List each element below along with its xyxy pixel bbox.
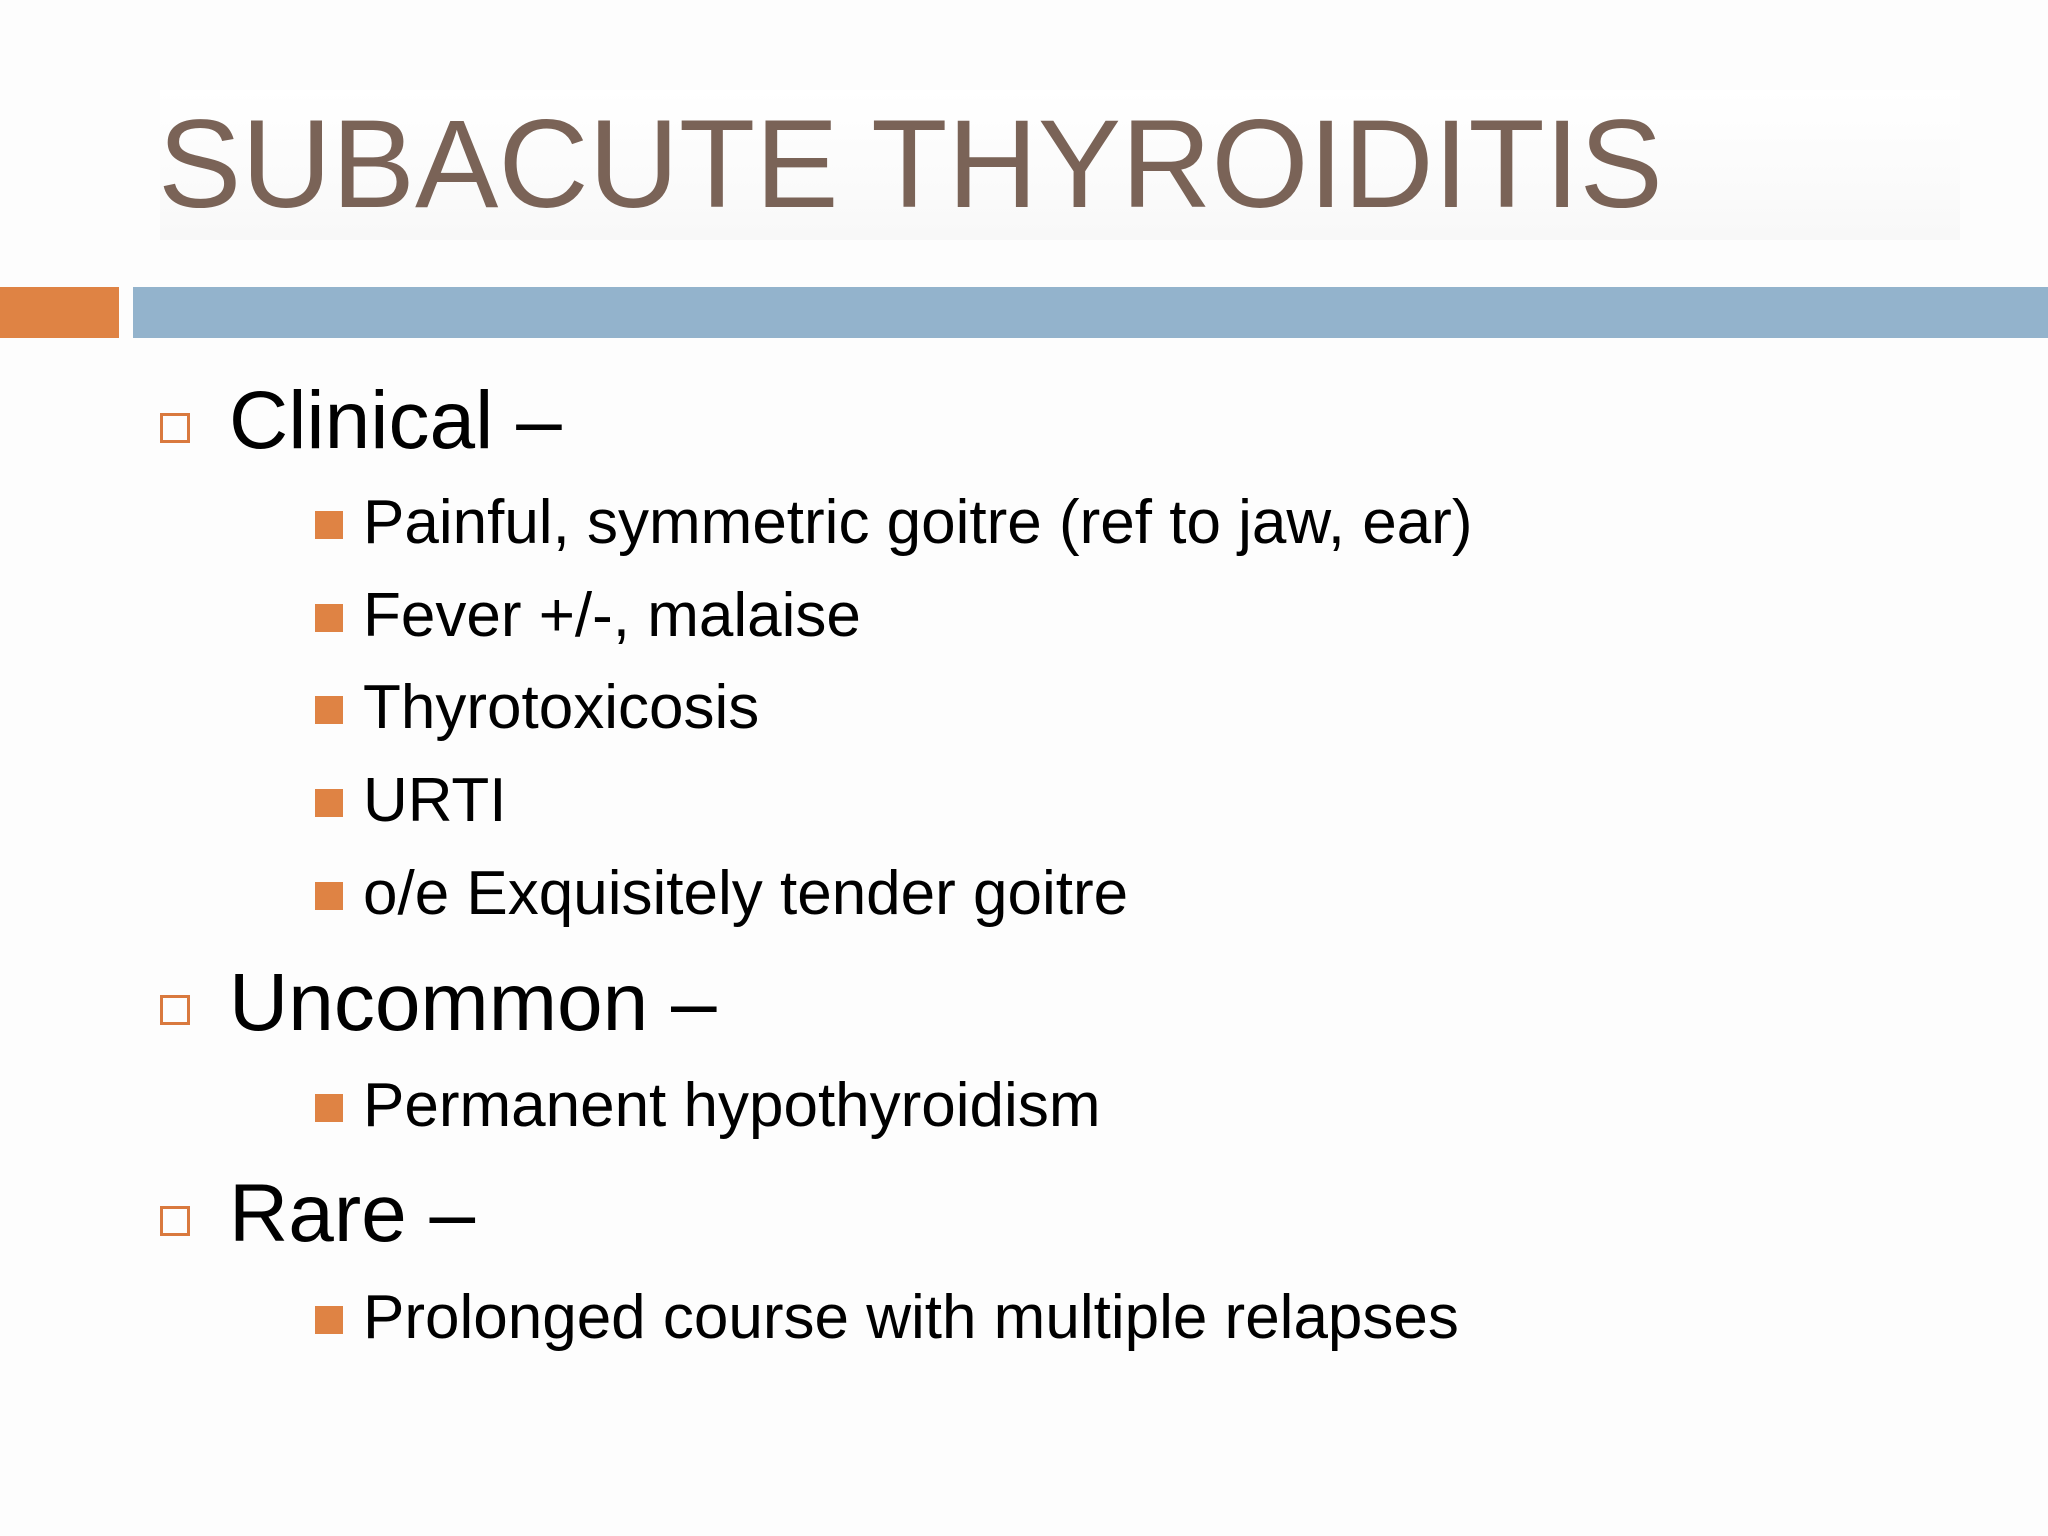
list-item — [315, 487, 1472, 559]
list-item-text: Prolonged course with multiple relapses — [363, 1283, 1459, 1352]
square-bullet-icon — [315, 1306, 343, 1334]
section-heading-text: Uncommon – — [229, 957, 717, 1048]
list-item-text: Thyrotoxicosis — [363, 673, 760, 742]
square-bullet-icon — [315, 1094, 343, 1122]
square-bullet-icon — [315, 511, 343, 539]
square-bullet-icon — [315, 696, 343, 724]
section-heading-uncommon — [160, 958, 717, 1048]
list-item-text: o/e Exquisitely tender goitre — [363, 859, 1129, 928]
list-item — [315, 858, 1128, 930]
list-item — [315, 765, 507, 837]
list-item — [315, 1070, 1100, 1142]
list-item-text: Painful, symmetric goitre (ref to jaw, ear) — [363, 488, 1473, 557]
square-bullet-icon — [315, 789, 343, 817]
section-heading-rare — [160, 1169, 475, 1259]
square-bullet-icon — [315, 604, 343, 632]
section-heading-text: Clinical – — [229, 375, 562, 466]
list-item — [315, 580, 861, 652]
section-heading-clinical — [160, 376, 562, 466]
hollow-square-bullet-icon — [160, 413, 190, 443]
list-item — [315, 672, 759, 744]
list-item — [315, 1282, 1459, 1354]
section-heading-text: Rare – — [229, 1168, 476, 1259]
square-bullet-icon — [315, 882, 343, 910]
slide-title: SUBACUTE THYROIDITIS — [158, 95, 1663, 234]
list-item-text: URTI — [363, 766, 507, 835]
list-item-text: Permanent hypothyroidism — [363, 1071, 1101, 1140]
list-item-text: Fever +/-, malaise — [363, 581, 861, 650]
hollow-square-bullet-icon — [160, 995, 190, 1025]
hollow-square-bullet-icon — [160, 1206, 190, 1236]
